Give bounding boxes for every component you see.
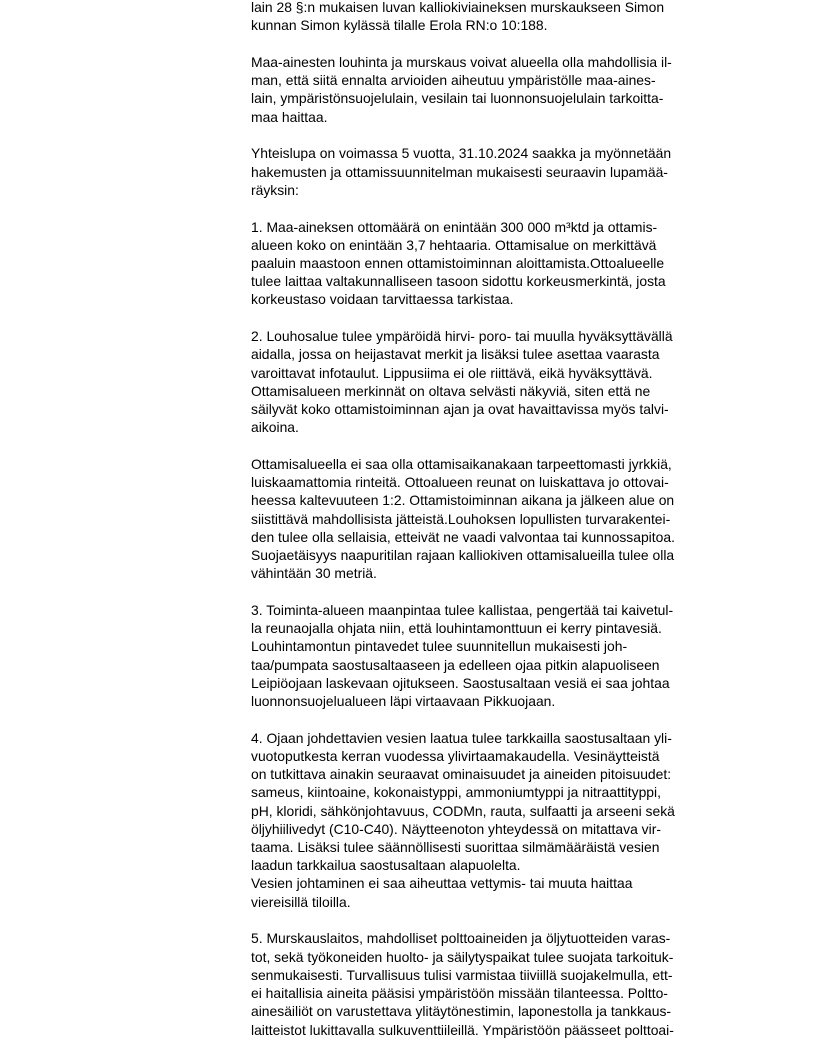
text-line: ei haitallisia aineita pääsisi ympäristöön missään tilanteessa. Poltto-: [251, 985, 668, 1002]
text-line: on tutkittava ainakin seuraavat ominaisuudet ja aineiden pitoisuudet:: [251, 766, 672, 783]
text-line: 4. Ojaan johdettavien vesien laatua tulee tarkkailla saostusaltaan yli-: [251, 729, 672, 746]
text-line: 1. Maa-aineksen ottomäärä on enintään 300 000 m³ktd ja ottamis-: [251, 218, 658, 235]
text-line: taama. Lisäksi tulee säännöllisesti suorittaa silmämääräistä vesien: [251, 839, 660, 856]
text-line: hakemusten ja ottamissuunnitelman mukaisesti seuraavin lupamää-: [251, 163, 668, 180]
text-line: laitteistot lukittavalla sulkuventtiileillä. Ympäristöön päässeet polttoai-: [251, 1021, 674, 1038]
text-line: kunnan Simon kylässä tilalle Erola RN:o 10:188.: [251, 17, 548, 34]
text-line: aikoina.: [251, 419, 299, 436]
paragraph: [251, 144, 751, 199]
text-line: Louhintamontun pintavedet tulee suunnitellun mukaisesti joh-: [251, 638, 628, 655]
paragraph: [251, 0, 751, 34]
text-line: tulee laittaa valtakunnalliseen tasoon sidottu korkeusmerkintä, josta: [251, 273, 666, 290]
text-line: alueen koko on enintään 3,7 hehtaaria. Ottamisalue on merkittävä: [251, 236, 657, 253]
paragraph: [251, 601, 751, 710]
paragraph: [251, 53, 751, 126]
paragraph: [251, 929, 751, 1038]
text-line: paaluin maastoon ennen ottamistoiminnan aloittamista.Ottoalueelle: [251, 255, 665, 272]
text-line: senmukaisesti. Turvallisuus tulisi varmistaa tiiviillä suojakelmulla, ett-: [251, 966, 673, 983]
text-line: Vesien johtaminen ei saa aiheuttaa vettymis- tai muuta haittaa: [251, 875, 633, 892]
text-line: luonnonsuojelualueen läpi virtaavaan Pikkuojaan.: [251, 693, 556, 710]
text-line: sameus, kiintoaine, kokonaistyppi, ammoniumtyppi ja nitraattityppi,: [251, 784, 661, 801]
text-line: 3. Toiminta-alueen maanpintaa tulee kallistaa, pengertää tai kaivetul-: [251, 602, 674, 619]
text-line: siistittävä mahdollisista jätteistä.Louhoksen lopullisten turvarakentei-: [251, 510, 671, 527]
text-line: vähintään 30 metriä.: [251, 565, 377, 582]
paragraph: [251, 327, 751, 436]
text-line: lain, ympäristönsuojelulain, vesilain tai luonnonsuojelulain tarkoitta-: [251, 90, 664, 107]
text-line: räyksin:: [251, 181, 299, 198]
text-line: ainesäiliöt on varustettava ylitäytönestimin, laponestolla ja tankkaus-: [251, 1003, 672, 1020]
text-line: laadun tarkkailua saostusaltaan alapuolelta.: [251, 857, 521, 874]
paragraph: [251, 218, 751, 309]
text-line: viereisillä tiloilla.: [251, 893, 351, 910]
text-line: varoittavat infotaulut. Lippusiima ei ole riittävä, eikä hyväksyttävä.: [251, 364, 653, 381]
text-line: taa/pumpata saostusaltaaseen ja edelleen ojaa pitkin alapuoliseen: [251, 656, 660, 673]
text-line: Yhteislupa on voimassa 5 vuotta, 31.10.2024 saakka ja myönnetään: [251, 145, 672, 162]
document-body: [251, 0, 751, 1057]
text-line: luiskaamattomia rinteitä. Ottoalueen reunat on luiskattava jo ottovai-: [251, 474, 669, 491]
text-line: vuotoputkesta kerran vuodessa ylivirtaamakaudella. Vesinäytteistä: [251, 748, 660, 765]
text-line: öljyhiilivedyt (C10-C40). Näytteenoton yhteydessä on mitattava vir-: [251, 820, 661, 837]
text-line: tot, sekä työkoneiden huolto- ja säilytyspaikat tulee suojata tarkoituk-: [251, 948, 674, 965]
text-line: Ottamisalueella ei saa olla ottamisaikanakaan tarpeettomasti jyrkkiä,: [251, 456, 672, 473]
text-line: 5. Murskauslaitos, mahdolliset polttoaineiden ja öljytuotteiden varas-: [251, 930, 671, 947]
text-line: Maa-ainesten louhinta ja murskaus voivat alueella olla mahdollisia il-: [251, 54, 672, 70]
text-line: heessa kaltevuuteen 1:2. Ottamistoiminnan aikana ja jälkeen alue on: [251, 492, 675, 509]
text-line: la reunaojalla ohjata niin, että louhintamonttuun ei kerry pintavesiä.: [251, 620, 662, 637]
text-line: den tulee olla sellaisia, etteivät ne vaadi valvontaa tai kunnossapitoa.: [251, 528, 675, 545]
text-line: 2. Louhosalue tulee ympäröidä hirvi- poro- tai muulla hyväksyttävällä: [251, 328, 673, 345]
text-line: säilyvät koko ottamistoiminnan ajan ja ovat havaittavissa myös talvi-: [251, 401, 669, 418]
paragraph: [251, 455, 751, 582]
text-line: Ottamisalueen merkinnät on oltava selvästi näkyviä, siten että ne: [251, 382, 651, 399]
text-line: korkeustaso voidaan tarvittaessa tarkistaa.: [251, 291, 514, 308]
text-line: man, että siitä ennalta arvioiden aiheutuu ympäristölle maa-aines-: [251, 72, 656, 89]
text-line: lain 28 §:n mukaisen luvan kalliokiviaineksen murskaukseen Simon: [251, 0, 665, 15]
text-line: aidalla, jossa on heijastavat merkit ja lisäksi tulee asettaa vaarasta: [251, 346, 660, 363]
text-line: Leipiöojaan laskevaan ojitukseen. Saostusaltaan vesiä ei saa johtaa: [251, 674, 670, 691]
text-line: Suojaetäisyys naapuritilan rajaan kalliokiven ottamisalueilla tulee olla: [251, 547, 675, 564]
paragraph: [251, 729, 751, 911]
text-line: pH, kloridi, sähkönjohtavuus, CODMn, rauta, sulfaatti ja arseeni sekä: [251, 802, 675, 819]
text-line: maa haittaa.: [251, 108, 328, 125]
